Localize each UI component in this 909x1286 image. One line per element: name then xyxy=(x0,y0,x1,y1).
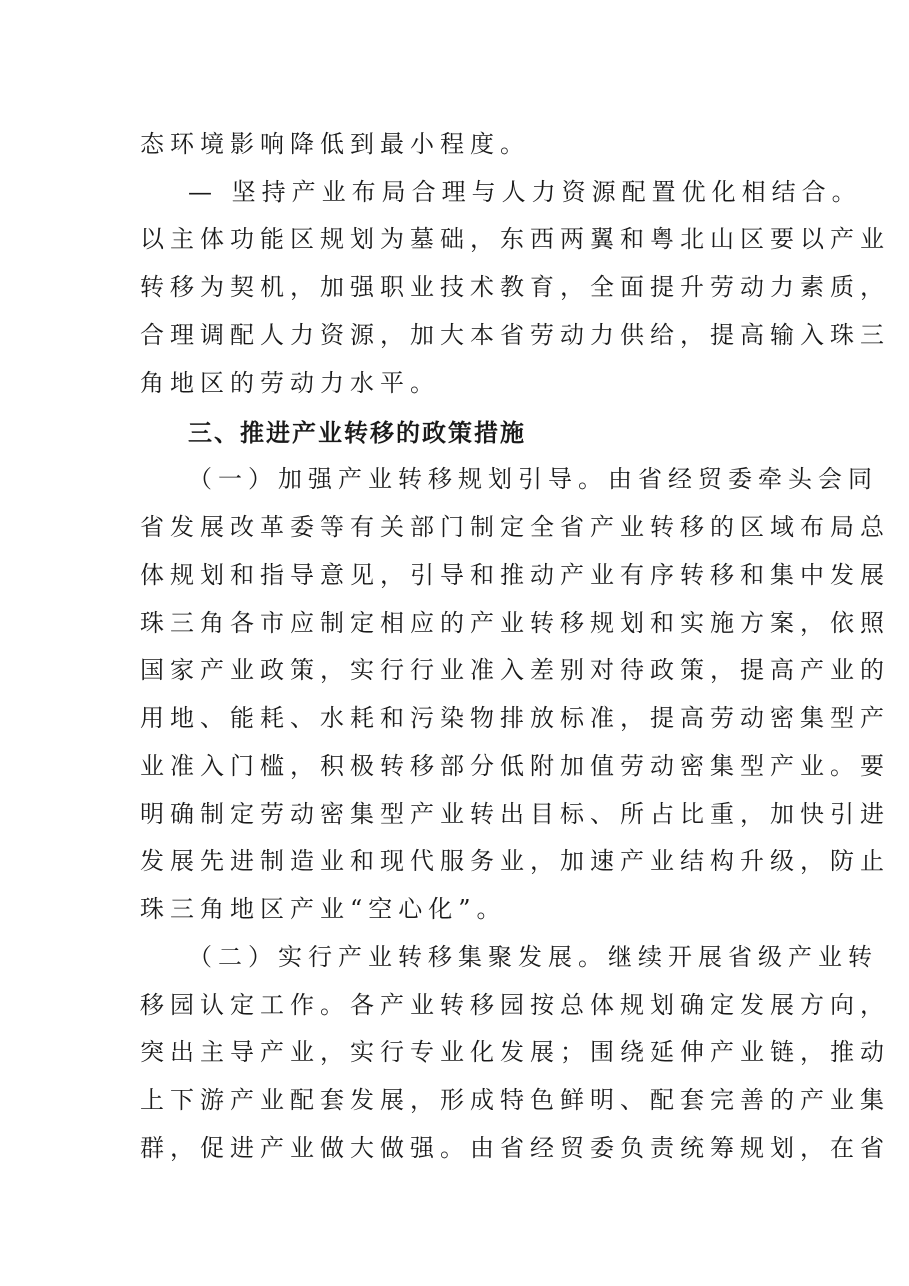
text-line: — 坚持产业布局合理与人力资源配置优化相结合。 xyxy=(188,178,862,206)
text-line: 珠三角地区产业“空心化”。 xyxy=(140,895,507,923)
section-heading: 三、推进产业转移的政策措施 xyxy=(188,419,526,447)
text-line: 转移为契机，加强职业技术教育，全面提升劳动力素质， xyxy=(140,273,890,301)
text-line: 国家产业政策，实行行业准入差别对待政策，提高产业的 xyxy=(140,656,890,684)
text-line: 发展先进制造业和现代服务业，加速产业结构升级，防止 xyxy=(140,847,890,875)
text-line: 省发展改革委等有关部门制定全省产业转移的区域布局总 xyxy=(140,513,890,541)
text-line: 上下游产业配套发展，形成特色鲜明、配套完善的产业集 xyxy=(140,1086,890,1114)
text-line: 业准入门槛，积极转移部分低附加值劳动密集型产业。要 xyxy=(140,752,890,780)
text-line: 群，促进产业做大做强。由省经贸委负责统筹规划，在省 xyxy=(140,1134,890,1162)
text-line: 合理调配人力资源，加大本省劳动力供给，提高输入珠三 xyxy=(140,321,890,349)
text-line: 珠三角各市应制定相应的产业转移规划和实施方案，依照 xyxy=(140,609,890,637)
text-line: （二）实行产业转移集聚发展。继续开展省级产业转 xyxy=(188,943,878,971)
text-line: 角地区的劳动力水平。 xyxy=(140,369,440,397)
text-line: 态环境影响降低到最小程度。 xyxy=(140,130,530,158)
text-line: 明确制定劳动密集型产业转出目标、所占比重，加快引进 xyxy=(140,800,890,828)
text-line: 以主体功能区规划为墓础，东西两翼和粤北山区要以产业 xyxy=(140,225,890,253)
text-line: 体规划和指导意见，引导和推动产业有序转移和集中发展 xyxy=(140,561,890,589)
text-line: 移园认定工作。各产业转移园按总体规划确定发展方向， xyxy=(140,991,890,1019)
text-line: （一）加强产业转移规划引导。由省经贸委牵头会同 xyxy=(188,465,878,493)
text-line: 用地、能耗、水耗和污染物排放标准，提高劳动密集型产 xyxy=(140,704,890,732)
text-line: 突出主导产业，实行专业化发展；围绕延伸产业链，推动 xyxy=(140,1038,890,1066)
